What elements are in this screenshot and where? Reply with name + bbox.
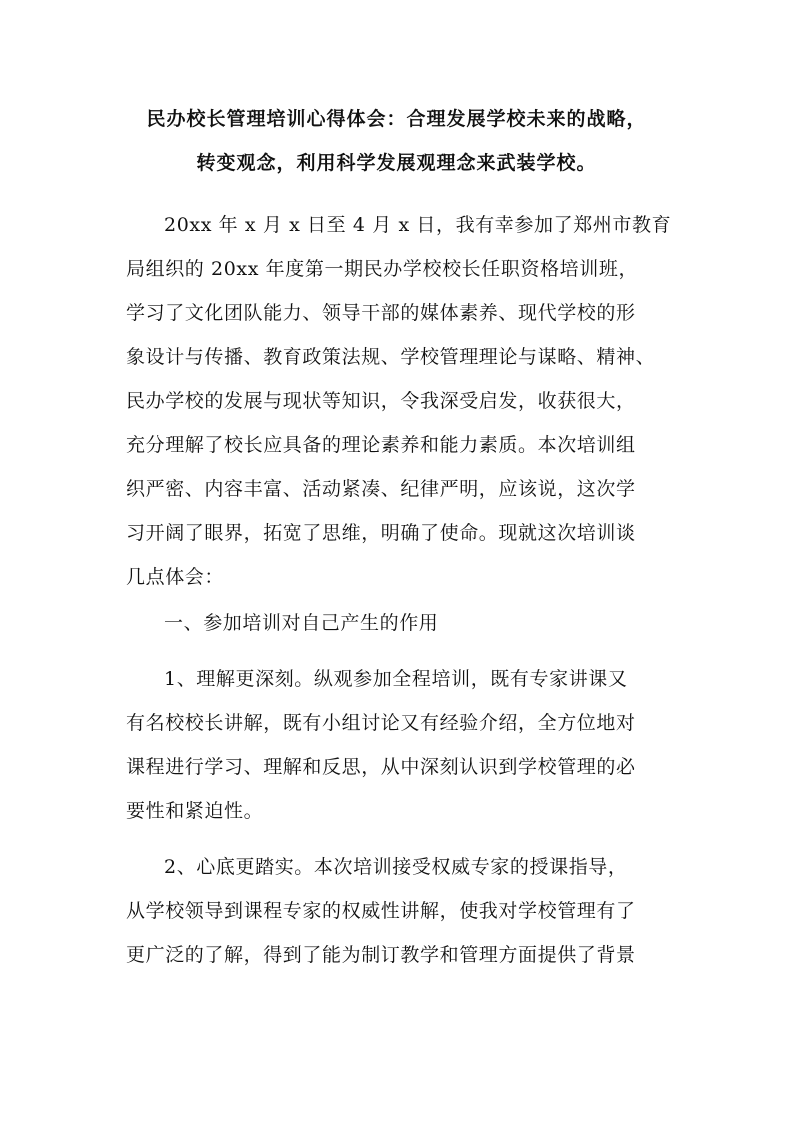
paragraph-1-line-7: 织严密、内容丰富、活动紧凑、纪律严明，应该说，这次学 (126, 478, 636, 500)
paragraph-1-line-2: 局组织的 20xx 年度第一期民办学校校长任职资格培训班， (126, 258, 639, 280)
document-title-line-1: 民办校长管理培训心得体会：合理发展学校未来的战略， (146, 108, 647, 130)
document-title-line-2: 转变观念，利用科学发展观理念来武装学校。 (196, 152, 597, 174)
paragraph-3-line-2: 从学校领导到课程专家的权威性讲解，使我对学校管理有了 (126, 900, 636, 922)
paragraph-1-line-4: 象设计与传播、教育政策法规、学校管理理论与谋略、精神、 (126, 346, 656, 368)
paragraph-1-line-6: 充分理解了校长应具备的理论素养和能力素质。本次培训组 (126, 434, 636, 456)
paragraph-3-line-3: 更广泛的了解，得到了能为制订教学和管理方面提供了背景 (126, 944, 636, 966)
paragraph-2-line-1: 1、理解更深刻。纵观参加全程培训，既有专家讲课又 (164, 668, 628, 690)
section-heading-1: 一、参加培训对自己产生的作用 (164, 612, 439, 634)
paragraph-1-line-1: 20xx 年 x 月 x 日至 4 月 x 日，我有幸参加了郑州市教育 (164, 214, 672, 236)
paragraph-1-line-3: 学习了文化团队能力、领导干部的媒体素养、现代学校的形 (126, 302, 636, 324)
paragraph-3-line-1: 2、心底更踏实。本次培训接受权威专家的授课指导， (164, 856, 628, 878)
paragraph-2-line-3: 课程进行学习、理解和反思，从中深刻认识到学校管理的必 (126, 756, 636, 778)
paragraph-2-line-2: 有名校校长讲解，既有小组讨论又有经验介绍，全方位地对 (126, 712, 636, 734)
paragraph-2-line-4: 要性和紧迫性。 (126, 800, 264, 822)
paragraph-1-line-9: 几点体会： (126, 566, 225, 588)
paragraph-1-line-8: 习开阔了眼界，拓宽了思维，明确了使命。现就这次培训谈 (126, 522, 636, 544)
paragraph-1-line-5: 民办学校的发展与现状等知识，令我深受启发，收获很大， (126, 390, 636, 412)
